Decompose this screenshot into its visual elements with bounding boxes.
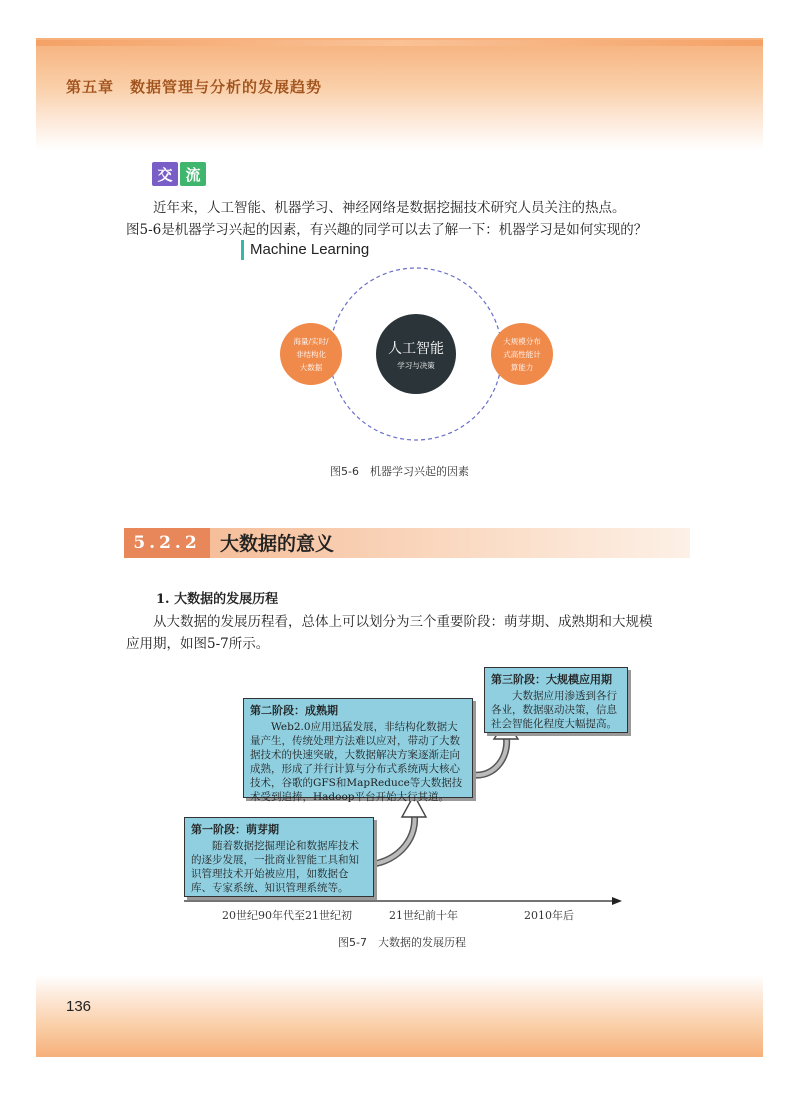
- ml-factors-diagram: [270, 264, 560, 444]
- stage-3-title: 第三阶段：大规模应用期: [491, 673, 612, 686]
- timeline-arrowhead: [612, 897, 622, 905]
- timeline-label-2: 21世纪前十年: [389, 909, 458, 922]
- body-line-1: 从大数据的发展历程看，总体上可以划分为三个重要阶段：萌芽期、成熟期和大规模: [153, 614, 653, 630]
- header-stripe: [36, 40, 763, 46]
- figure-5-7-caption: 图5-7 大数据的发展历程: [338, 936, 466, 949]
- figure-heading: Machine Learning: [241, 240, 369, 260]
- page-number: 136: [66, 998, 92, 1015]
- body-line-2: 应用期，如图5-7所示。: [126, 636, 270, 652]
- stage-2-text: Web2.0应用迅猛发展，非结构化数据大量产生，传统处理方法难以应对，带动了大数据技术的快速突破，大数据解决方案逐渐走向成熟，形成了并行计算与分布式系统两大核心技术，谷歌的GFS和MapReduce等大数据技术受到追捧，Hadoop平台开始大行其道。: [250, 721, 463, 803]
- subsection-title: 1. 大数据的发展历程: [156, 592, 279, 607]
- badge-char-2: 流: [180, 162, 206, 186]
- left-factor-line-3: 大数据: [299, 363, 323, 372]
- stage-2-box: [243, 698, 473, 803]
- section-title: 大数据的意义: [220, 533, 335, 555]
- left-factor-line-1: 海量/实时/: [293, 337, 329, 346]
- section-number: 5.2.2: [124, 528, 210, 558]
- stage-1-title: 第一阶段：萌芽期: [191, 823, 279, 836]
- chapter-title: 第五章 数据管理与分析的发展趋势: [66, 78, 323, 96]
- timeline-label-1: 20世纪90年代至21世纪初: [222, 909, 352, 922]
- arrow-2-shaft: [474, 735, 507, 775]
- stage-3-box: [484, 667, 628, 733]
- right-factor-line-3: 算能力: [510, 363, 534, 372]
- figure-5-6-caption: 图5-6 机器学习兴起的因素: [330, 465, 469, 478]
- intro-line-1: 近年来，人工智能、机器学习、神经网络是数据挖掘技术研究人员关注的热点。: [153, 200, 626, 216]
- timeline-label-3: 2010年后: [524, 909, 574, 922]
- stage-1-box: [184, 817, 374, 897]
- right-factor-line-1: 大规模分布: [503, 337, 541, 346]
- page-footer-banner: [36, 975, 763, 1057]
- intro-line-2: 图5-6是机器学习兴起的因素，有兴趣的同学可以去了解一下：机器学习是如何实现的？: [126, 222, 648, 238]
- center-title: 人工智能: [388, 341, 444, 357]
- left-factor-line-2: 非结构化: [296, 350, 326, 359]
- stage-2-title: 第二阶段：成熟期: [250, 704, 338, 717]
- center-sub: 学习与决策: [397, 361, 435, 370]
- arrow-1-shaft-inner: [368, 813, 415, 865]
- badge-char-1: 交: [152, 162, 178, 186]
- exchange-badge: [152, 162, 206, 186]
- stage-1-text: 随着数据挖掘理论和数据库技术的逐步发展，一批商业智能工具和知识管理技术开始被应用，如数据仓库、专家系统、知识管理系统等。: [191, 840, 359, 894]
- stage-3-text: 大数据应用渗透到各行各业，数据驱动决策，信息社会智能化程度大幅提高。: [491, 690, 617, 730]
- right-factor-line-2: 式高性能计: [503, 350, 541, 359]
